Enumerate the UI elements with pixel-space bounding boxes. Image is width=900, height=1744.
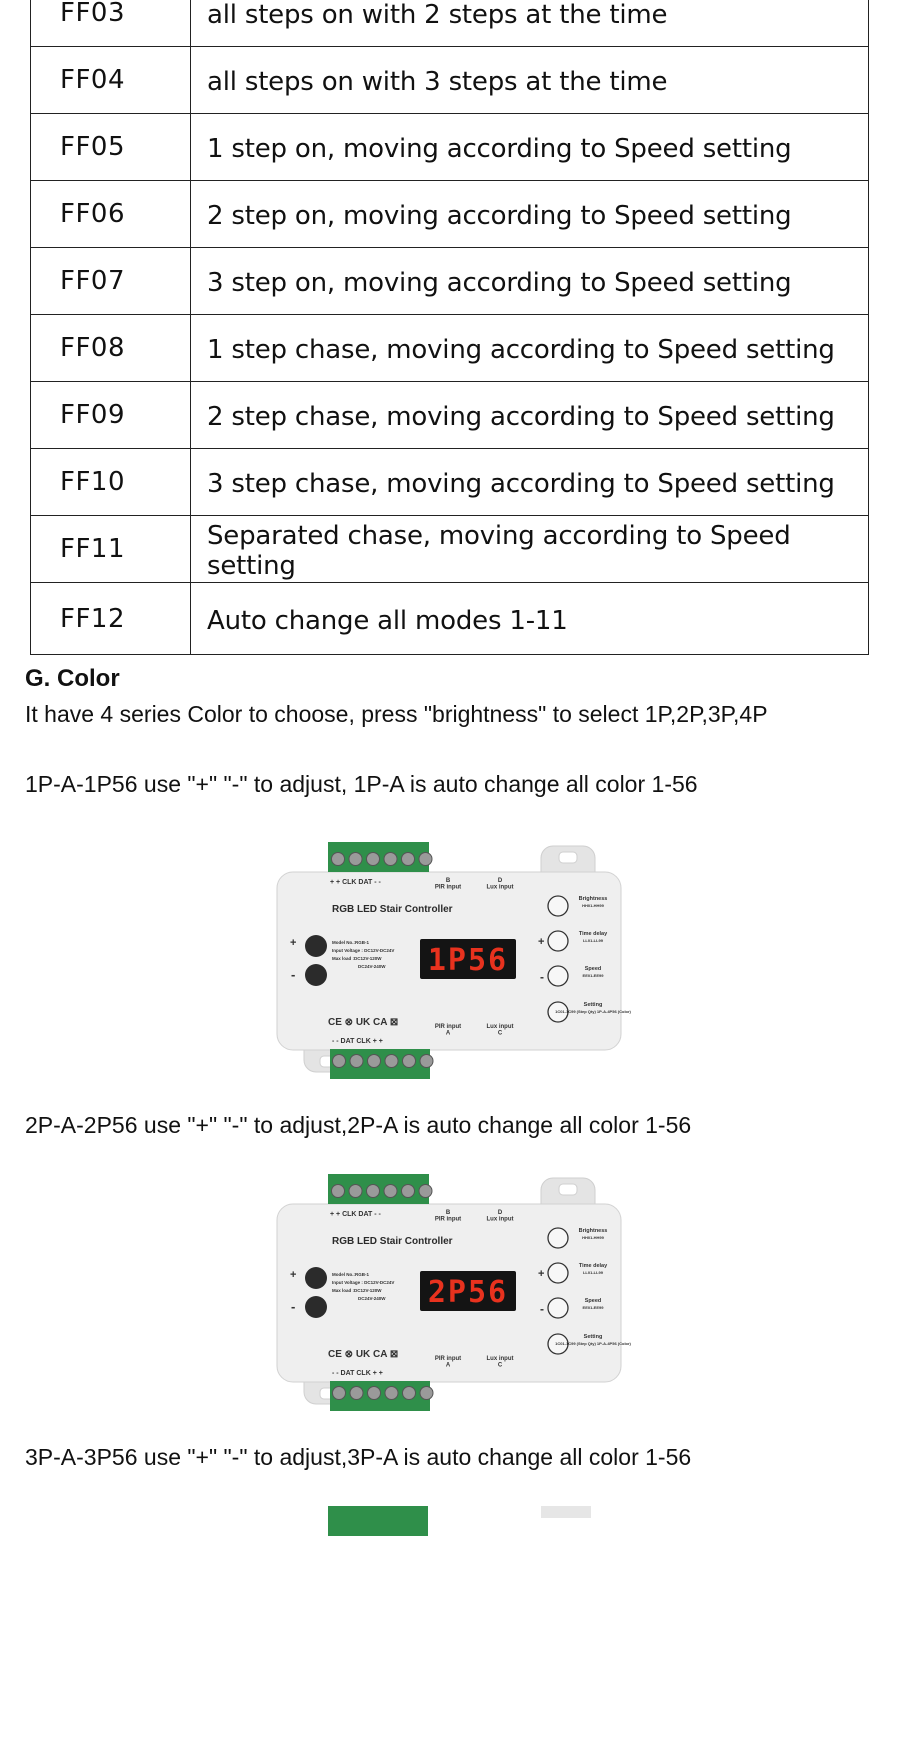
mode-code: FF04	[31, 47, 191, 114]
mode-code: FF09	[31, 382, 191, 449]
controller-title: RGB LED Stair Controller	[332, 904, 453, 915]
table-row	[31, 0, 869, 47]
minus-knob	[305, 1296, 327, 1318]
table-row	[31, 583, 869, 655]
spec-load-24v: DC24V-240W	[358, 1296, 386, 1301]
mode-description: 3 step on, moving according to Speed setting	[191, 248, 869, 315]
table-row	[31, 315, 869, 382]
spec-model: Model No.:RGB-1	[332, 940, 369, 945]
time-delay-button	[548, 1263, 568, 1283]
lux-input-c-label: Lux input C	[486, 1024, 514, 1037]
terminal-screw	[403, 1055, 416, 1068]
mount-hole-top	[559, 852, 577, 863]
time-delay-button	[548, 931, 568, 951]
mode-description: all steps on with 3 steps at the time	[191, 47, 869, 114]
mode-description: 1 step on, moving according to Speed setting	[191, 114, 869, 181]
controller-title: RGB LED Stair Controller	[332, 1236, 453, 1247]
setting-button-range: 1C01-1C99 (Step Qty) 1P-A-4P56 (Color)	[555, 1341, 631, 1346]
brightness-button-label: Brightness	[578, 896, 608, 902]
speed-button-range: EE01-EE99	[582, 973, 604, 978]
plus-knob	[305, 1267, 327, 1289]
terminal-screw	[332, 853, 345, 866]
spec-load: Max load :DC12V-120W	[332, 956, 382, 961]
speed-button	[548, 1298, 568, 1318]
mode-code: FF06	[31, 181, 191, 248]
terminal-labels-bottom: - - DAT CLK + +	[332, 1038, 383, 1045]
terminal-screw	[384, 1185, 397, 1198]
spec-voltage: Input Voltage : DC12V-DC24V	[332, 948, 395, 953]
terminal-screw	[402, 1185, 415, 1198]
spec-load: Max load :DC12V-120W	[332, 1288, 382, 1293]
controller-image-2	[276, 1174, 631, 1412]
led-display-digits: 2P56	[427, 1275, 509, 1310]
terminal-screw	[333, 1055, 346, 1068]
table-row	[31, 181, 869, 248]
table-row	[31, 114, 869, 181]
terminal-screw	[349, 853, 362, 866]
table-row	[31, 516, 869, 583]
spec-model: Model No.:RGB-1	[332, 1272, 369, 1277]
brightness-button-range: HH01-HH99	[582, 903, 604, 908]
time-delay-button-label: Time delay	[578, 931, 608, 937]
table-row	[31, 248, 869, 315]
setting-button-label: Setting	[583, 1334, 603, 1340]
brightness-button	[548, 1228, 568, 1248]
terminal-screw	[384, 853, 397, 866]
speed-button-label: Speed	[584, 1298, 602, 1304]
button-minus-sign: -	[540, 970, 544, 984]
terminal-screw	[403, 1387, 416, 1400]
terminal-screw	[402, 853, 415, 866]
controller-image-3-partial	[276, 1506, 622, 1511]
mode-code: FF08	[31, 315, 191, 382]
plus-sign: +	[290, 1269, 297, 1281]
terminal-screw	[367, 853, 380, 866]
pir-input-a-label: PIR input A	[434, 1356, 462, 1369]
certification-marks: CE ⊗ UK CA ⊠	[328, 1017, 399, 1028]
pir-input-a-label: PIR input A	[434, 1024, 462, 1037]
terminal-screw	[368, 1387, 381, 1400]
plus-sign: +	[290, 937, 297, 949]
pir-input-b-label: B PIR input	[434, 1210, 462, 1223]
mode-code: FF07	[31, 248, 191, 315]
terminal-screw	[419, 853, 432, 866]
spec-voltage: Input Voltage : DC12V-DC24V	[332, 1280, 395, 1285]
mode-code: FF03	[31, 0, 191, 47]
mode-description: 1 step chase, moving according to Speed setting	[191, 315, 869, 382]
terminal-screw	[349, 1185, 362, 1198]
color-para-2p: 2P-A-2P56 use "+" "-" to adjust,2P-A is auto change all color 1-56	[25, 1112, 692, 1138]
lux-input-c-label: Lux input C	[486, 1356, 514, 1369]
mode-description: Auto change all modes 1-11	[191, 583, 869, 655]
setting-button-range: 1C01-1C99 (Step Qty) 1P-A-4P56 (Color)	[555, 1009, 631, 1014]
terminal-screw	[420, 1387, 433, 1400]
terminal-labels-top: + + CLK DAT - -	[330, 1211, 381, 1218]
terminal-screw	[420, 1055, 433, 1068]
terminal-screw	[367, 1185, 380, 1198]
speed-button	[548, 966, 568, 986]
controller-image-1	[276, 842, 631, 1080]
mode-description: 2 step on, moving according to Speed setting	[191, 181, 869, 248]
minus-sign: -	[291, 967, 296, 982]
brightness-button	[548, 896, 568, 916]
time-delay-button-range: LL01-LL99	[582, 938, 604, 943]
terminal-screw	[419, 1185, 432, 1198]
terminal-screw	[333, 1387, 346, 1400]
table-row	[31, 47, 869, 114]
spec-load-24v: DC24V-240W	[358, 964, 386, 969]
minus-knob	[305, 964, 327, 986]
terminal-screw	[368, 1055, 381, 1068]
setting-button-label: Setting	[583, 1002, 603, 1008]
terminal-screw	[332, 1185, 345, 1198]
mode-description: all steps on with 2 steps at the time	[191, 0, 869, 47]
certification-marks: CE ⊗ UK CA ⊠	[328, 1349, 399, 1360]
led-display-digits: 1P56	[427, 943, 509, 978]
terminal-screw	[385, 1055, 398, 1068]
button-plus-sign: +	[538, 1268, 545, 1280]
mode-code: FF12	[31, 583, 191, 655]
terminal-screw	[385, 1387, 398, 1400]
mode-code: FF10	[31, 449, 191, 516]
speed-button-label: Speed	[584, 966, 602, 972]
color-para-1p: 1P-A-1P56 use "+" "-" to adjust, 1P-A is auto change all color 1-56	[25, 771, 698, 797]
time-delay-button-range: LL01-LL99	[582, 1270, 604, 1275]
button-minus-sign: -	[540, 1302, 544, 1316]
mode-description: Separated chase, moving according to Speed setting	[191, 516, 869, 583]
lux-input-d-label: D Lux input	[486, 1210, 514, 1223]
table-row	[31, 449, 869, 516]
button-plus-sign: +	[538, 936, 545, 948]
color-intro: It have 4 series Color to choose, press "brightness" to select 1P,2P,3P,4P	[25, 701, 768, 727]
mode-code: FF11	[31, 516, 191, 583]
pir-input-b-label: B PIR input	[434, 878, 462, 891]
terminal-screw	[350, 1387, 363, 1400]
lux-input-d-label: D Lux input	[486, 878, 514, 891]
mode-code: FF05	[31, 114, 191, 181]
brightness-button-label: Brightness	[578, 1228, 608, 1234]
mount-hole-top	[559, 1184, 577, 1195]
mode-table	[30, 0, 869, 655]
terminal-screw	[350, 1055, 363, 1068]
speed-button-range: EE01-EE99	[582, 1305, 604, 1310]
terminal-labels-top: + + CLK DAT - -	[330, 879, 381, 886]
color-para-3p: 3P-A-3P56 use "+" "-" to adjust,3P-A is auto change all color 1-56	[25, 1444, 692, 1470]
time-delay-button-label: Time delay	[578, 1263, 608, 1269]
minus-sign: -	[291, 1299, 296, 1314]
plus-knob	[305, 935, 327, 957]
brightness-button-range: HH01-HH99	[582, 1235, 604, 1240]
mode-description: 3 step chase, moving according to Speed setting	[191, 449, 869, 516]
terminal-labels-bottom: - - DAT CLK + +	[332, 1370, 383, 1377]
section-title: G. Color	[25, 665, 120, 692]
mode-description: 2 step chase, moving according to Speed setting	[191, 382, 869, 449]
table-row	[31, 382, 869, 449]
